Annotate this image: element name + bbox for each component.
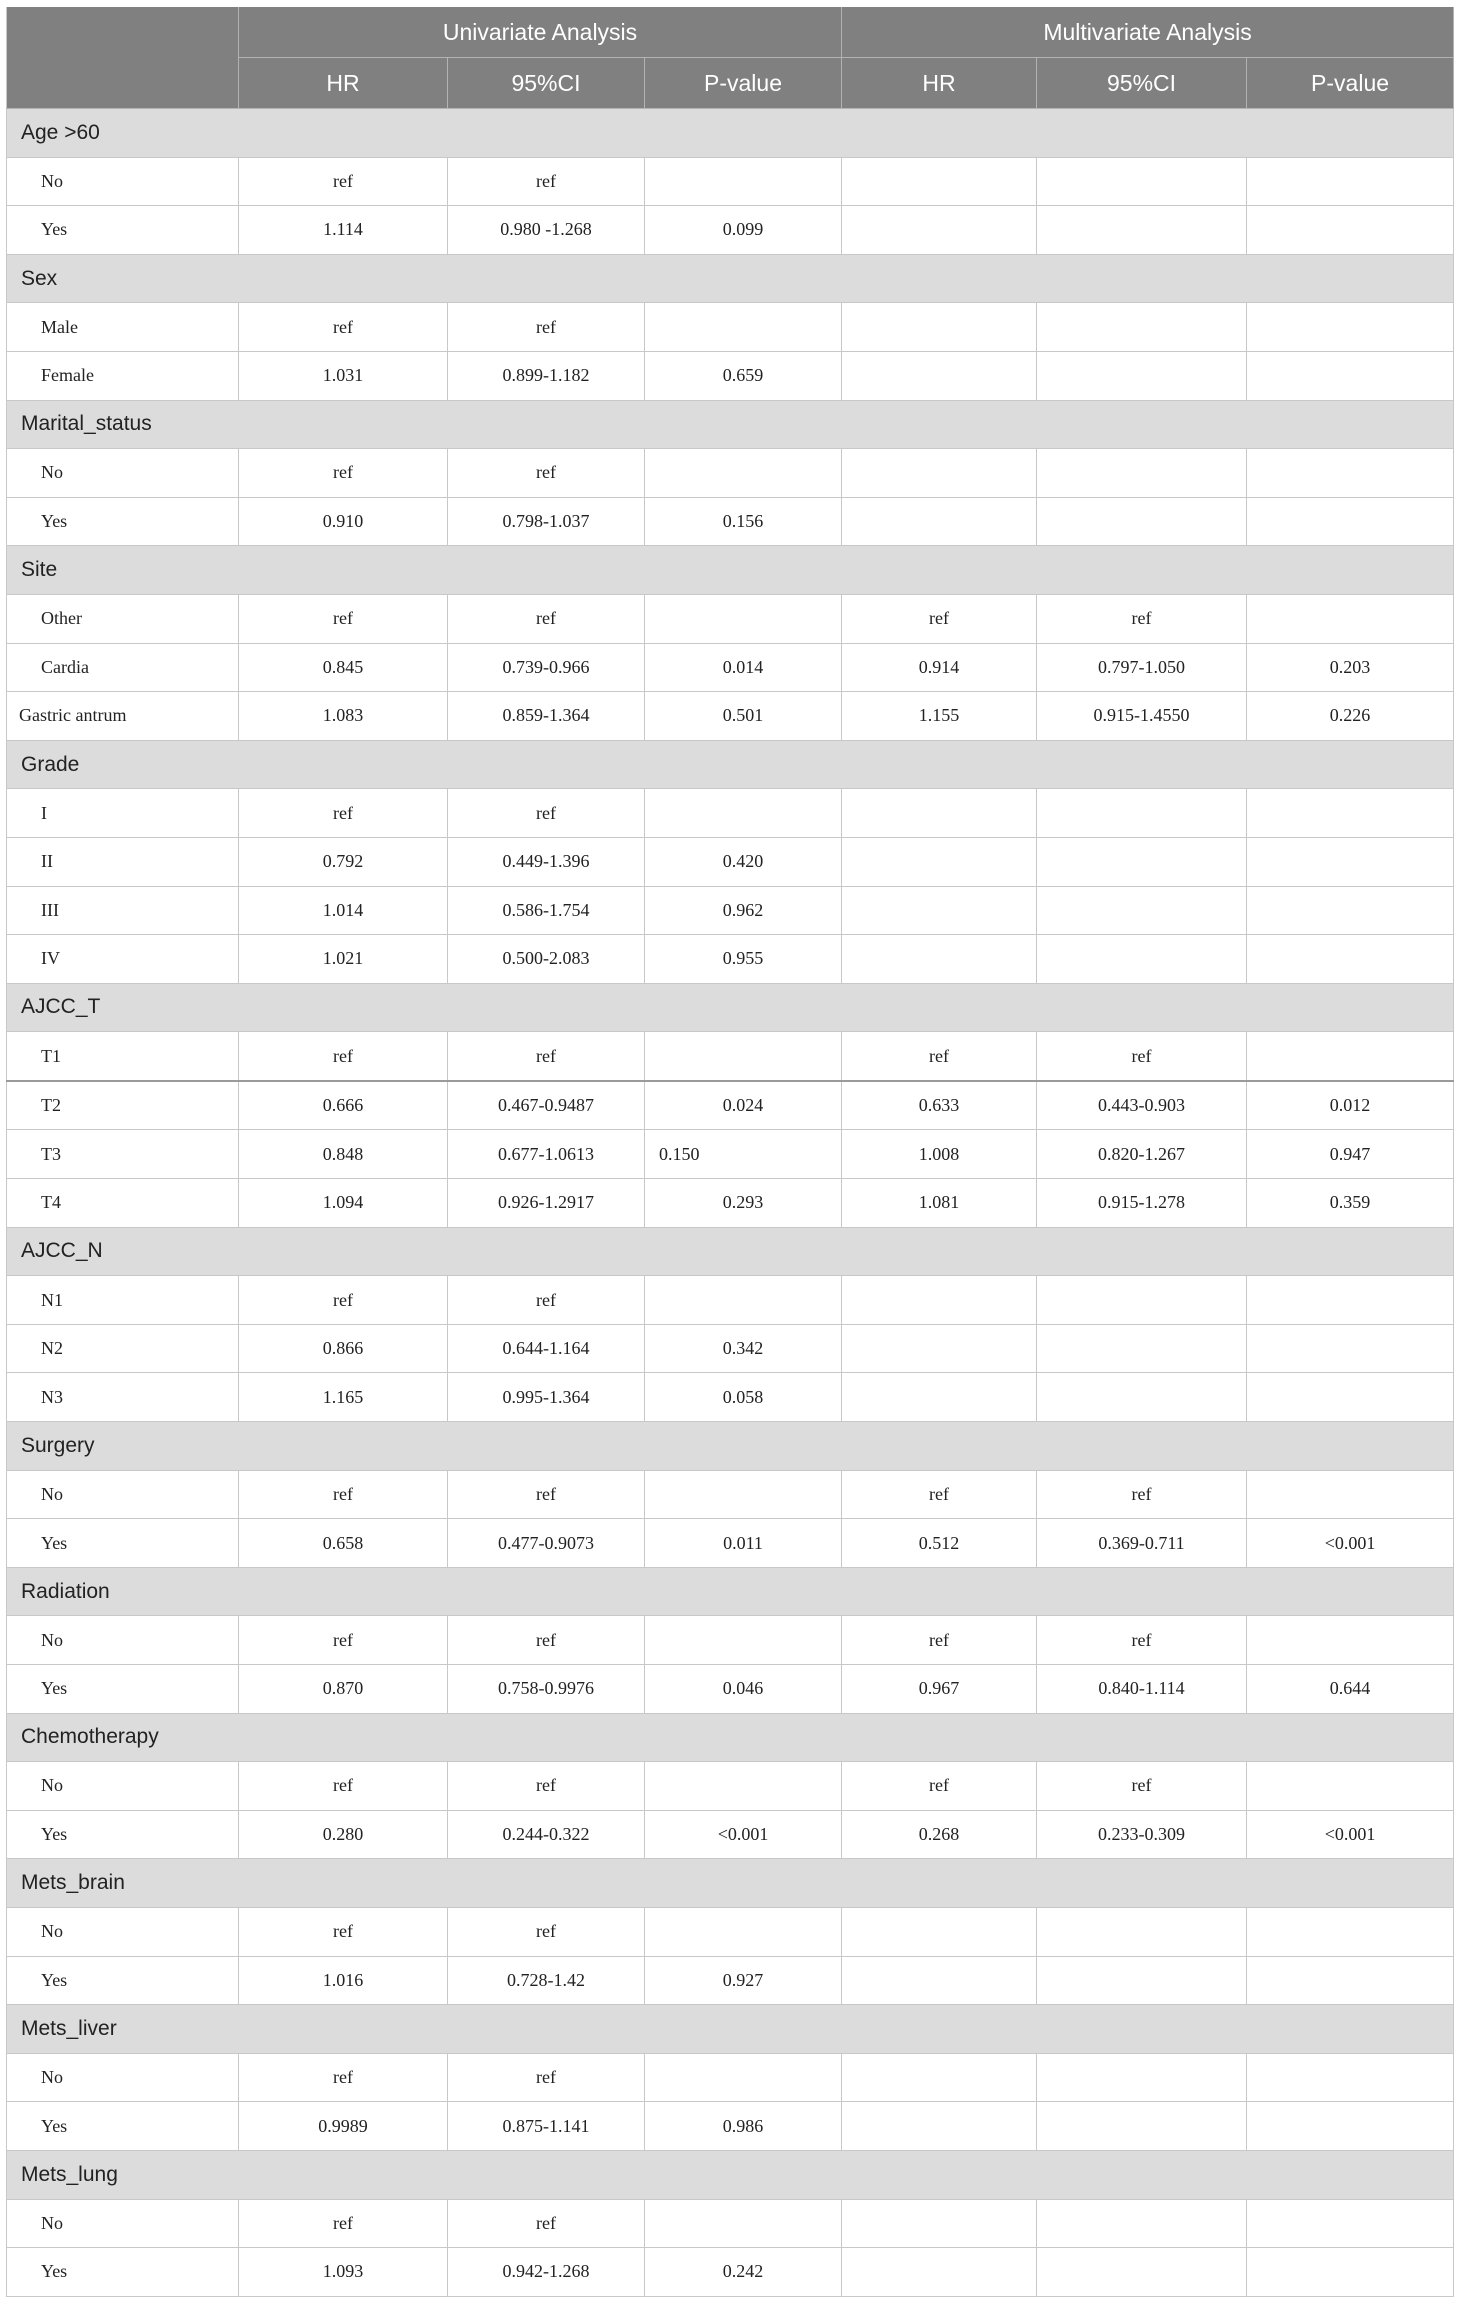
table-cell: 0.967: [842, 1665, 1037, 1714]
table-row: [7, 1373, 1454, 1422]
table-cell: [842, 351, 1037, 400]
table-cell: [1247, 1470, 1454, 1519]
table-cell: <0.001: [645, 1810, 842, 1859]
table-cell: 0.848: [239, 1130, 448, 1179]
table-cell: 0.233-0.309: [1037, 1810, 1247, 1859]
table-cell: ref: [1037, 1032, 1247, 1081]
table-cell: 0.840-1.114: [1037, 1665, 1247, 1714]
table-row: [7, 1762, 1454, 1811]
table-row: [7, 1956, 1454, 2005]
table-cell: ref: [239, 2199, 448, 2248]
section-title: Chemotherapy: [7, 1713, 1454, 1762]
table-cell: [1247, 1616, 1454, 1665]
table-cell: [645, 2199, 842, 2248]
table-cell: ref: [842, 1032, 1037, 1081]
table-row: [7, 1665, 1454, 1714]
table-cell: 0.728-1.42: [448, 1956, 645, 2005]
table-row: [7, 157, 1454, 206]
table-cell: 1.094: [239, 1179, 448, 1228]
table-header: [7, 7, 1454, 109]
table-row: [7, 789, 1454, 838]
table-row: [7, 1810, 1454, 1859]
section-header-row: [7, 2150, 1454, 2199]
table-cell: ref: [239, 594, 448, 643]
table-row: [7, 1470, 1454, 1519]
table-cell: ref: [239, 1616, 448, 1665]
table-cell: [1037, 1276, 1247, 1325]
table-cell: ref: [842, 1616, 1037, 1665]
row-label: T2: [7, 1081, 239, 1130]
table-row: [7, 886, 1454, 935]
row-label: III: [7, 886, 239, 935]
table-cell: 0.024: [645, 1081, 842, 1130]
header-corner-cell: [7, 7, 239, 109]
table-cell: [1037, 1373, 1247, 1422]
table-cell: 0.293: [645, 1179, 842, 1228]
header-multi-ci: 95%CI: [1037, 58, 1247, 109]
table-cell: <0.001: [1247, 1810, 1454, 1859]
table-cell: 1.093: [239, 2248, 448, 2297]
table-cell: [1247, 206, 1454, 255]
table-cell: 0.658: [239, 1519, 448, 1568]
table-cell: [645, 1470, 842, 1519]
table-cell: [1037, 497, 1247, 546]
table-cell: [1247, 837, 1454, 886]
table-cell: 0.500-2.083: [448, 935, 645, 984]
table-cell: ref: [448, 1907, 645, 1956]
table-cell: [1247, 1373, 1454, 1422]
table-cell: [842, 157, 1037, 206]
row-label: Yes: [7, 1665, 239, 1714]
table-cell: [1037, 157, 1247, 206]
table-cell: [1247, 1907, 1454, 1956]
table-cell: 0.012: [1247, 1081, 1454, 1130]
table-cell: [1037, 837, 1247, 886]
table-cell: ref: [1037, 594, 1247, 643]
section-title: Age >60: [7, 109, 1454, 158]
table-cell: ref: [239, 449, 448, 498]
row-label: Cardia: [7, 643, 239, 692]
table-cell: 0.962: [645, 886, 842, 935]
table-cell: [842, 1956, 1037, 2005]
table-body: [7, 109, 1454, 2297]
table-cell: [842, 449, 1037, 498]
table-cell: ref: [448, 2053, 645, 2102]
section-title: Grade: [7, 740, 1454, 789]
table-row: [7, 1519, 1454, 1568]
row-label: I: [7, 789, 239, 838]
table-cell: ref: [239, 303, 448, 352]
table-cell: [842, 1276, 1037, 1325]
table-row: [7, 1276, 1454, 1325]
table-row: [7, 935, 1454, 984]
table-cell: 0.739-0.966: [448, 643, 645, 692]
table-cell: 0.899-1.182: [448, 351, 645, 400]
table-cell: ref: [448, 1616, 645, 1665]
row-label: No: [7, 157, 239, 206]
table-cell: 0.280: [239, 1810, 448, 1859]
table-cell: [1247, 1032, 1454, 1081]
section-title: AJCC_N: [7, 1227, 1454, 1276]
table-cell: 0.512: [842, 1519, 1037, 1568]
table-cell: [645, 2053, 842, 2102]
table-cell: [1247, 886, 1454, 935]
table-cell: [842, 935, 1037, 984]
table-cell: 0.758-0.9976: [448, 1665, 645, 1714]
table-cell: 1.114: [239, 206, 448, 255]
table-cell: 1.083: [239, 692, 448, 741]
table-cell: [1037, 789, 1247, 838]
table-cell: 0.420: [645, 837, 842, 886]
table-cell: [842, 2053, 1037, 2102]
table-cell: ref: [842, 1762, 1037, 1811]
table-cell: ref: [448, 157, 645, 206]
table-cell: 0.477-0.9073: [448, 1519, 645, 1568]
table-cell: [1247, 935, 1454, 984]
table-cell: [1247, 789, 1454, 838]
table-cell: 0.910: [239, 497, 448, 546]
table-cell: 1.031: [239, 351, 448, 400]
table-cell: 0.859-1.364: [448, 692, 645, 741]
table-cell: [1247, 2102, 1454, 2151]
table-row: [7, 837, 1454, 886]
table-cell: 0.820-1.267: [1037, 1130, 1247, 1179]
section-header-row: [7, 2005, 1454, 2054]
table-cell: <0.001: [1247, 1519, 1454, 1568]
table-cell: 0.870: [239, 1665, 448, 1714]
table-row: [7, 594, 1454, 643]
table-row: [7, 206, 1454, 255]
table-cell: ref: [239, 1907, 448, 1956]
table-cell: [1247, 2053, 1454, 2102]
table-cell: 0.586-1.754: [448, 886, 645, 935]
section-header-row: [7, 109, 1454, 158]
table-cell: ref: [239, 1470, 448, 1519]
row-label: Other: [7, 594, 239, 643]
table-cell: 0.443-0.903: [1037, 1081, 1247, 1130]
table-cell: 0.058: [645, 1373, 842, 1422]
row-label: T4: [7, 1179, 239, 1228]
table-cell: [645, 1032, 842, 1081]
table-row: [7, 2199, 1454, 2248]
row-label: Yes: [7, 1519, 239, 1568]
table-cell: [1247, 157, 1454, 206]
table-cell: [645, 157, 842, 206]
table-cell: 0.792: [239, 837, 448, 886]
row-label: Yes: [7, 206, 239, 255]
table-cell: 0.942-1.268: [448, 2248, 645, 2297]
table-cell: ref: [239, 1276, 448, 1325]
section-header-row: [7, 1567, 1454, 1616]
table-cell: 0.342: [645, 1324, 842, 1373]
table-cell: [1247, 1324, 1454, 1373]
regression-table-container: [6, 7, 1453, 2297]
table-cell: 0.980 -1.268: [448, 206, 645, 255]
table-cell: [645, 789, 842, 838]
table-cell: [645, 594, 842, 643]
table-cell: 1.155: [842, 692, 1037, 741]
table-cell: ref: [448, 1276, 645, 1325]
table-cell: ref: [448, 303, 645, 352]
table-cell: ref: [448, 2199, 645, 2248]
table-cell: ref: [448, 1762, 645, 1811]
table-cell: [1247, 1762, 1454, 1811]
table-cell: ref: [448, 1032, 645, 1081]
table-cell: [842, 206, 1037, 255]
table-cell: 0.268: [842, 1810, 1037, 1859]
table-cell: ref: [1037, 1762, 1247, 1811]
header-uni-ci: 95%CI: [448, 58, 645, 109]
row-label: Male: [7, 303, 239, 352]
table-cell: ref: [239, 157, 448, 206]
table-cell: [1247, 594, 1454, 643]
row-label: Yes: [7, 497, 239, 546]
table-cell: ref: [448, 1470, 645, 1519]
table-row: [7, 1907, 1454, 1956]
table-cell: 0.449-1.396: [448, 837, 645, 886]
section-header-row: [7, 400, 1454, 449]
table-cell: 0.203: [1247, 643, 1454, 692]
table-cell: 0.955: [645, 935, 842, 984]
table-cell: ref: [239, 1032, 448, 1081]
table-row: [7, 1130, 1454, 1179]
section-header-row: [7, 1713, 1454, 1762]
table-cell: [1037, 1907, 1247, 1956]
table-row: [7, 692, 1454, 741]
table-cell: 0.369-0.711: [1037, 1519, 1247, 1568]
section-title: AJCC_T: [7, 983, 1454, 1032]
row-label: T3: [7, 1130, 239, 1179]
header-multi-pvalue: P-value: [1247, 58, 1454, 109]
table-cell: 0.875-1.141: [448, 2102, 645, 2151]
table-row: [7, 1616, 1454, 1665]
table-cell: 0.099: [645, 206, 842, 255]
table-cell: 0.156: [645, 497, 842, 546]
section-title: Sex: [7, 254, 1454, 303]
section-header-row: [7, 1422, 1454, 1471]
table-cell: [842, 1324, 1037, 1373]
table-cell: 0.9989: [239, 2102, 448, 2151]
table-cell: [842, 2199, 1037, 2248]
table-cell: [1037, 2053, 1247, 2102]
row-label: Female: [7, 351, 239, 400]
table-cell: [645, 1907, 842, 1956]
table-cell: [842, 1373, 1037, 1422]
table-cell: ref: [448, 594, 645, 643]
table-row: [7, 1324, 1454, 1373]
table-cell: 0.926-1.2917: [448, 1179, 645, 1228]
row-label: Yes: [7, 2248, 239, 2297]
table-cell: 0.644-1.164: [448, 1324, 645, 1373]
row-label: Yes: [7, 2102, 239, 2151]
row-label: T1: [7, 1032, 239, 1081]
section-header-row: [7, 983, 1454, 1032]
table-cell: [1247, 449, 1454, 498]
table-cell: ref: [239, 2053, 448, 2102]
table-cell: 1.014: [239, 886, 448, 935]
table-cell: [645, 1762, 842, 1811]
table-cell: [1037, 2248, 1247, 2297]
table-row: [7, 643, 1454, 692]
section-header-row: [7, 546, 1454, 595]
table-cell: ref: [842, 1470, 1037, 1519]
table-cell: [842, 886, 1037, 935]
table-cell: 0.633: [842, 1081, 1037, 1130]
header-uni-pvalue: P-value: [645, 58, 842, 109]
table-cell: [1037, 206, 1247, 255]
table-cell: 0.995-1.364: [448, 1373, 645, 1422]
row-label: IV: [7, 935, 239, 984]
table-cell: 0.915-1.4550: [1037, 692, 1247, 741]
table-cell: [645, 303, 842, 352]
table-cell: [842, 2102, 1037, 2151]
row-label: Yes: [7, 1956, 239, 2005]
row-label: No: [7, 1907, 239, 1956]
table-cell: [842, 789, 1037, 838]
table-row: [7, 449, 1454, 498]
section-header-row: [7, 1859, 1454, 1908]
table-cell: [1037, 1324, 1247, 1373]
header-multivariate: Multivariate Analysis: [842, 7, 1454, 58]
table-cell: 0.244-0.322: [448, 1810, 645, 1859]
table-cell: [842, 1907, 1037, 1956]
table-cell: [1247, 303, 1454, 352]
table-cell: 0.845: [239, 643, 448, 692]
table-cell: 0.927: [645, 1956, 842, 2005]
table-cell: ref: [239, 1762, 448, 1811]
section-title: Radiation: [7, 1567, 1454, 1616]
table-cell: [1247, 2199, 1454, 2248]
table-cell: ref: [239, 789, 448, 838]
table-cell: [1247, 1276, 1454, 1325]
table-cell: [842, 837, 1037, 886]
table-cell: [645, 1616, 842, 1665]
table-cell: [1037, 935, 1247, 984]
table-cell: 0.242: [645, 2248, 842, 2297]
row-label: No: [7, 1762, 239, 1811]
section-title: Site: [7, 546, 1454, 595]
table-cell: [1247, 351, 1454, 400]
table-row: [7, 1179, 1454, 1228]
section-title: Mets_lung: [7, 2150, 1454, 2199]
section-header-row: [7, 740, 1454, 789]
table-cell: 0.798-1.037: [448, 497, 645, 546]
table-row: [7, 1081, 1454, 1130]
section-header-row: [7, 1227, 1454, 1276]
table-cell: 0.150: [645, 1130, 842, 1179]
section-header-row: [7, 254, 1454, 303]
table-cell: 0.046: [645, 1665, 842, 1714]
header-multi-hr: HR: [842, 58, 1037, 109]
table-cell: 0.677-1.0613: [448, 1130, 645, 1179]
row-label: II: [7, 837, 239, 886]
section-title: Mets_brain: [7, 1859, 1454, 1908]
row-label: No: [7, 449, 239, 498]
table-cell: ref: [842, 594, 1037, 643]
table-cell: ref: [448, 449, 645, 498]
table-cell: 0.986: [645, 2102, 842, 2151]
row-label: Yes: [7, 1810, 239, 1859]
header-uni-hr: HR: [239, 58, 448, 109]
table-row: [7, 497, 1454, 546]
header-univariate: Univariate Analysis: [239, 7, 842, 58]
table-cell: [842, 497, 1037, 546]
table-cell: ref: [1037, 1616, 1247, 1665]
table-cell: [1037, 303, 1247, 352]
table-cell: 0.359: [1247, 1179, 1454, 1228]
table-cell: 1.008: [842, 1130, 1037, 1179]
table-cell: 1.081: [842, 1179, 1037, 1228]
table-cell: ref: [1037, 1470, 1247, 1519]
table-cell: [1037, 449, 1247, 498]
table-cell: [1247, 2248, 1454, 2297]
table-row: [7, 2248, 1454, 2297]
table-row: [7, 1032, 1454, 1081]
regression-table: [6, 7, 1454, 2297]
table-cell: 0.915-1.278: [1037, 1179, 1247, 1228]
table-cell: [1037, 1956, 1247, 2005]
row-label: N2: [7, 1324, 239, 1373]
row-label: Gastric antrum: [7, 692, 239, 741]
table-cell: 0.797-1.050: [1037, 643, 1247, 692]
table-cell: 0.644: [1247, 1665, 1454, 1714]
table-cell: 0.947: [1247, 1130, 1454, 1179]
row-label: N3: [7, 1373, 239, 1422]
row-label: No: [7, 1470, 239, 1519]
table-cell: 0.467-0.9487: [448, 1081, 645, 1130]
table-cell: 0.914: [842, 643, 1037, 692]
table-cell: 1.165: [239, 1373, 448, 1422]
table-cell: 0.226: [1247, 692, 1454, 741]
row-label: No: [7, 2053, 239, 2102]
row-label: No: [7, 1616, 239, 1665]
table-row: [7, 303, 1454, 352]
section-title: Surgery: [7, 1422, 1454, 1471]
table-cell: 0.866: [239, 1324, 448, 1373]
table-cell: 1.016: [239, 1956, 448, 2005]
section-title: Mets_liver: [7, 2005, 1454, 2054]
table-row: [7, 2053, 1454, 2102]
table-cell: 0.666: [239, 1081, 448, 1130]
row-label: No: [7, 2199, 239, 2248]
table-cell: [1247, 1956, 1454, 2005]
table-cell: 1.021: [239, 935, 448, 984]
row-label: N1: [7, 1276, 239, 1325]
table-cell: 0.659: [645, 351, 842, 400]
table-cell: [1247, 497, 1454, 546]
section-title: Marital_status: [7, 400, 1454, 449]
table-cell: [1037, 351, 1247, 400]
table-cell: 0.014: [645, 643, 842, 692]
table-cell: [842, 2248, 1037, 2297]
table-cell: [1037, 886, 1247, 935]
table-cell: ref: [448, 789, 645, 838]
table-cell: [1037, 2199, 1247, 2248]
table-cell: [645, 1276, 842, 1325]
table-cell: 0.501: [645, 692, 842, 741]
table-row: [7, 351, 1454, 400]
table-cell: [842, 303, 1037, 352]
table-cell: [645, 449, 842, 498]
table-cell: 0.011: [645, 1519, 842, 1568]
table-row: [7, 2102, 1454, 2151]
table-cell: [1037, 2102, 1247, 2151]
